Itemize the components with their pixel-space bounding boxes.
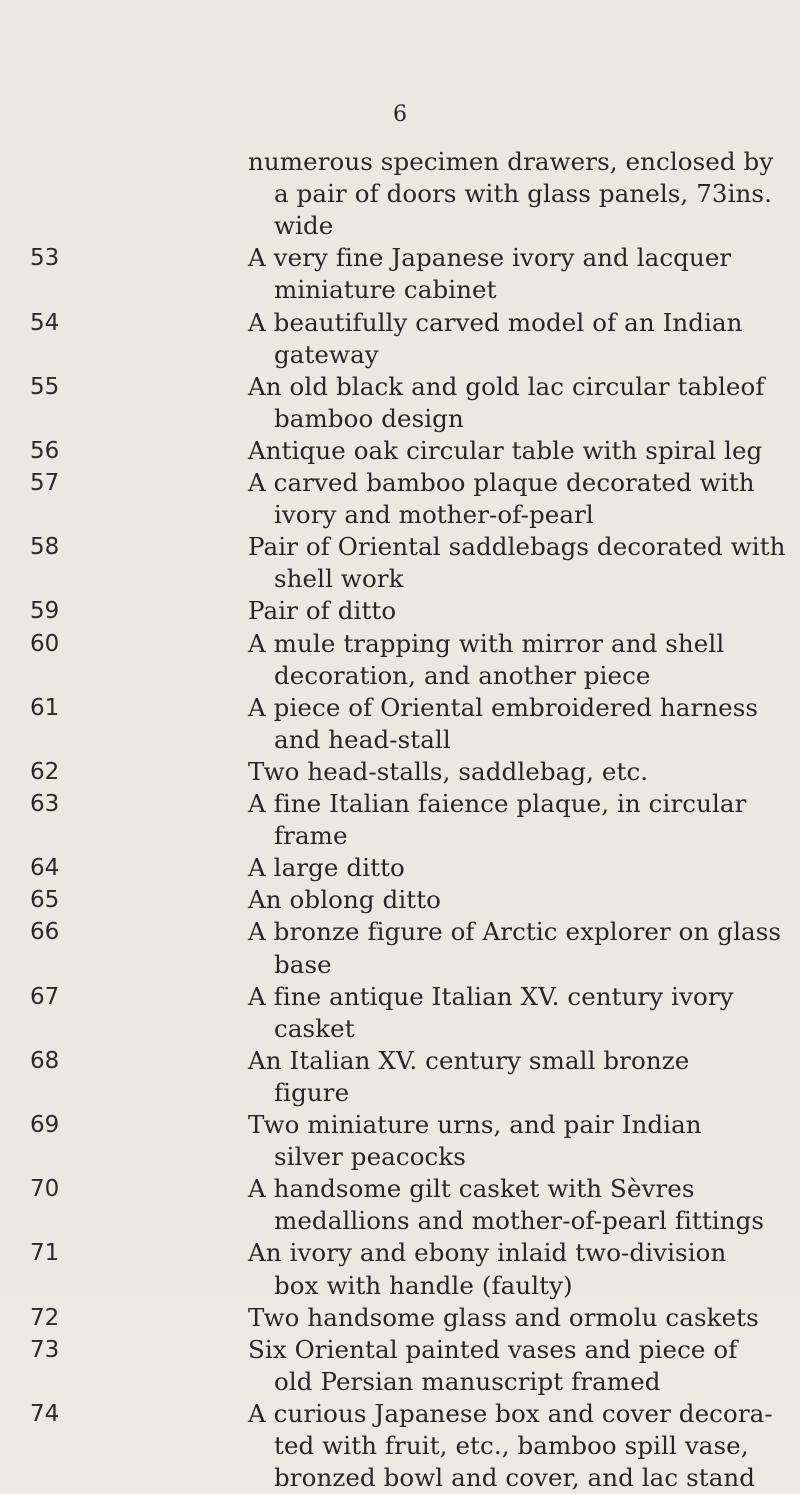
lot-number: 64	[30, 855, 60, 882]
lot-description-continued: miniature cabinet	[274, 275, 497, 305]
lot-description: numerous specimen drawers, enclosed by	[248, 147, 774, 176]
lot-number: 72	[30, 1304, 60, 1331]
lot-number: 70	[30, 1176, 60, 1203]
lot-number: 73	[30, 1336, 60, 1363]
lot-number: 65	[30, 887, 60, 914]
lot-description: A beautifully carved model of an Indian	[248, 307, 743, 337]
lot-description: A fine antique Italian XV. century ivory	[248, 981, 734, 1011]
lot-number: 69	[30, 1112, 60, 1138]
lot-description-continued: casket	[274, 1013, 355, 1043]
lot-description: A fine Italian faience plaque, in circular	[248, 789, 747, 818]
lot-description: An Italian XV. century small bronze	[248, 1045, 690, 1075]
lot-number: 56	[30, 437, 60, 464]
lot-number: 59	[30, 598, 60, 625]
lot-description-continued: a pair of doors with glass panels, 73ins.	[274, 179, 772, 209]
lot-description: Two miniature urns, and pair Indian	[248, 1110, 702, 1139]
lot-number: 60	[30, 630, 60, 657]
lot-number: 71	[30, 1240, 60, 1267]
lot-description: An ivory and ebony inlaid two-division	[248, 1238, 727, 1268]
lot-description-continued: frame	[274, 821, 348, 851]
lot-number: 53	[30, 245, 60, 272]
lot-description-continued: ted with fruit, etc., bamboo spill vase,	[274, 1431, 749, 1460]
lot-description-continued: medallions and mother-of-pearl fittings	[274, 1206, 765, 1236]
lot-description: A carved bamboo plaque decorated with	[248, 468, 755, 497]
lot-description: Pair of ditto	[248, 596, 397, 626]
lot-number: 55	[30, 373, 60, 400]
lot-number: 66	[30, 919, 60, 946]
lot-number: 58	[30, 534, 60, 561]
lot-description-continued: base	[274, 949, 332, 979]
lot-description-continued: box with handle (faulty)	[274, 1270, 573, 1300]
lot-description: Pair of Oriental saddlebags decorated with	[248, 532, 786, 562]
lot-description-continued: shell work	[274, 564, 404, 594]
lot-number: 67	[30, 983, 60, 1010]
lot-description-continued: figure	[274, 1077, 350, 1107]
lot-number: 68	[30, 1047, 60, 1074]
lot-description-continued: old Persian manuscript framed	[274, 1366, 661, 1396]
lot-description: A handsome gilt casket with Sèvres	[248, 1174, 695, 1204]
lot-number: 57	[30, 470, 60, 496]
lot-description-continued: silver peacocks	[274, 1142, 466, 1172]
lot-description-continued: wide	[274, 211, 334, 241]
lot-description: Six Oriental painted vases and piece of	[248, 1334, 738, 1364]
lot-description: A mule trapping with mirror and shell	[248, 628, 725, 658]
lot-description-continued: and head-stall	[274, 724, 451, 754]
lot-description: An old black and gold lac circular tableof	[248, 371, 765, 401]
lot-description: Two head-stalls, saddlebag, etc.	[248, 756, 649, 786]
lot-description: A bronze figure of Arctic explorer on glass	[248, 917, 782, 947]
lot-number: 54	[30, 309, 60, 336]
lot-number: 61	[30, 694, 60, 721]
lot-description-continued: bronzed bowl and cover, and lac stand	[274, 1463, 756, 1493]
lot-description: A large ditto	[248, 853, 405, 883]
lot-description-continued: bamboo design	[274, 403, 464, 433]
lot-description: A curious Japanese box and cover decora-	[248, 1398, 773, 1428]
lot-number: 62	[30, 758, 60, 785]
lot-description: A piece of Oriental embroidered harness	[248, 692, 759, 722]
lot-description: Two handsome glass and ormolu caskets	[248, 1302, 759, 1332]
lot-description-continued: gateway	[274, 339, 379, 369]
lot-description-continued: ivory and mother-of-pearl	[274, 500, 594, 530]
lot-description-continued: decoration, and another piece	[274, 660, 651, 690]
page-number: 6	[393, 102, 407, 127]
lot-number: 74	[30, 1400, 60, 1427]
lot-description: A very fine Japanese ivory and lacquer	[248, 243, 732, 273]
lot-description: An oblong ditto	[248, 885, 441, 915]
lot-number: 63	[30, 791, 60, 817]
lot-description: Antique oak circular table with spiral leg	[248, 435, 763, 465]
